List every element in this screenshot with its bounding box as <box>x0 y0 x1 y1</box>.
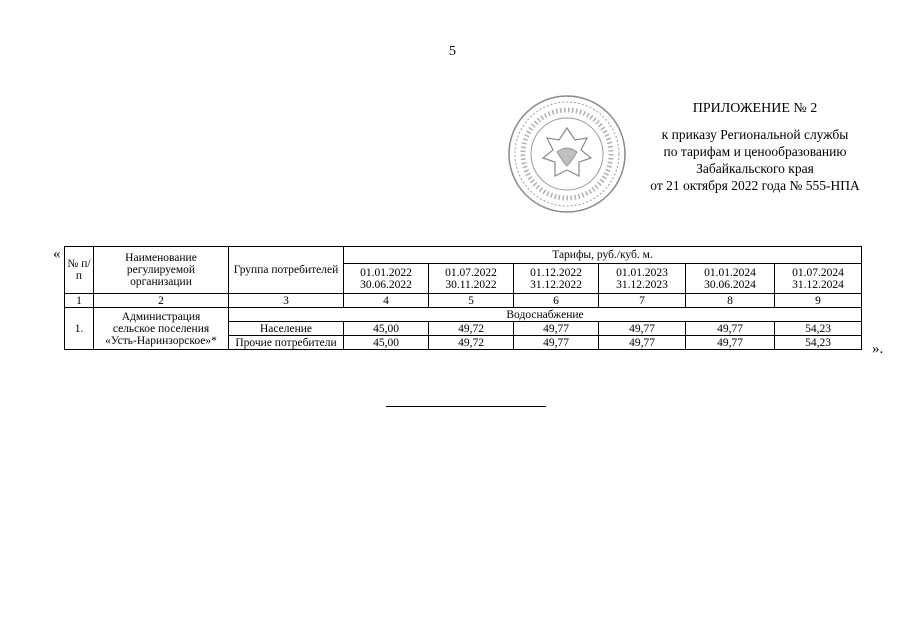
header-tariffs: Тарифы, руб./куб. м. <box>344 247 862 264</box>
organization-name: Администрация сельское поселения «Усть-Наринзорское»* <box>94 308 229 350</box>
column-number: 8 <box>686 294 775 308</box>
tariff-value: 54,23 <box>775 322 862 336</box>
appendix-title: ПРИЛОЖЕНИЕ № 2 <box>692 101 818 116</box>
service-name: Водоснабжение <box>229 308 862 322</box>
tariff-value: 49,72 <box>429 336 514 350</box>
tariff-value: 45,00 <box>344 336 429 350</box>
appendix-line-3: Забайкальского края <box>696 161 814 176</box>
tariff-value: 49,77 <box>514 336 599 350</box>
header-number: № п/п <box>65 247 94 294</box>
header-organization: Наименование регулируемой организации <box>94 247 229 294</box>
tariff-value: 49,77 <box>514 322 599 336</box>
page-number: 5 <box>449 44 456 59</box>
consumer-group: Прочие потребители <box>229 336 344 350</box>
appendix-header <box>610 100 900 194</box>
tariff-value: 49,77 <box>599 336 686 350</box>
appendix-line-2: по тарифам и ценообразованию <box>663 144 847 159</box>
column-number: 9 <box>775 294 862 308</box>
column-number: 2 <box>94 294 229 308</box>
period-header: 01.01.2024 30.06.2024 <box>686 264 775 294</box>
column-number: 5 <box>429 294 514 308</box>
column-number: 4 <box>344 294 429 308</box>
column-number: 6 <box>514 294 599 308</box>
column-number: 1 <box>65 294 94 308</box>
appendix-line-4: от 21 октября 2022 года № 555-НПА <box>650 178 860 193</box>
tariff-value: 49,72 <box>429 322 514 336</box>
column-number: 3 <box>229 294 344 308</box>
appendix-line-1: к приказу Региональной службы <box>661 127 849 142</box>
consumer-group: Население <box>229 322 344 336</box>
header-consumer-group: Группа потребителей <box>229 247 344 294</box>
tariffs-table <box>64 246 862 350</box>
tariff-value: 49,77 <box>599 322 686 336</box>
divider-line <box>386 406 546 407</box>
period-header: 01.01.2022 30.06.2022 <box>344 264 429 294</box>
row-number: 1. <box>65 308 94 350</box>
tariff-value: 49,77 <box>686 336 775 350</box>
column-number: 7 <box>599 294 686 308</box>
tariff-value: 49,77 <box>686 322 775 336</box>
closing-quote: ». <box>872 341 884 357</box>
tariff-value: 45,00 <box>344 322 429 336</box>
period-header: 01.07.2022 30.11.2022 <box>429 264 514 294</box>
period-header: 01.07.2024 31.12.2024 <box>775 264 862 294</box>
period-header: 01.01.2023 31.12.2023 <box>599 264 686 294</box>
period-header: 01.12.2022 31.12.2022 <box>514 264 599 294</box>
tariff-value: 54,23 <box>775 336 862 350</box>
opening-quote: « <box>53 246 61 262</box>
